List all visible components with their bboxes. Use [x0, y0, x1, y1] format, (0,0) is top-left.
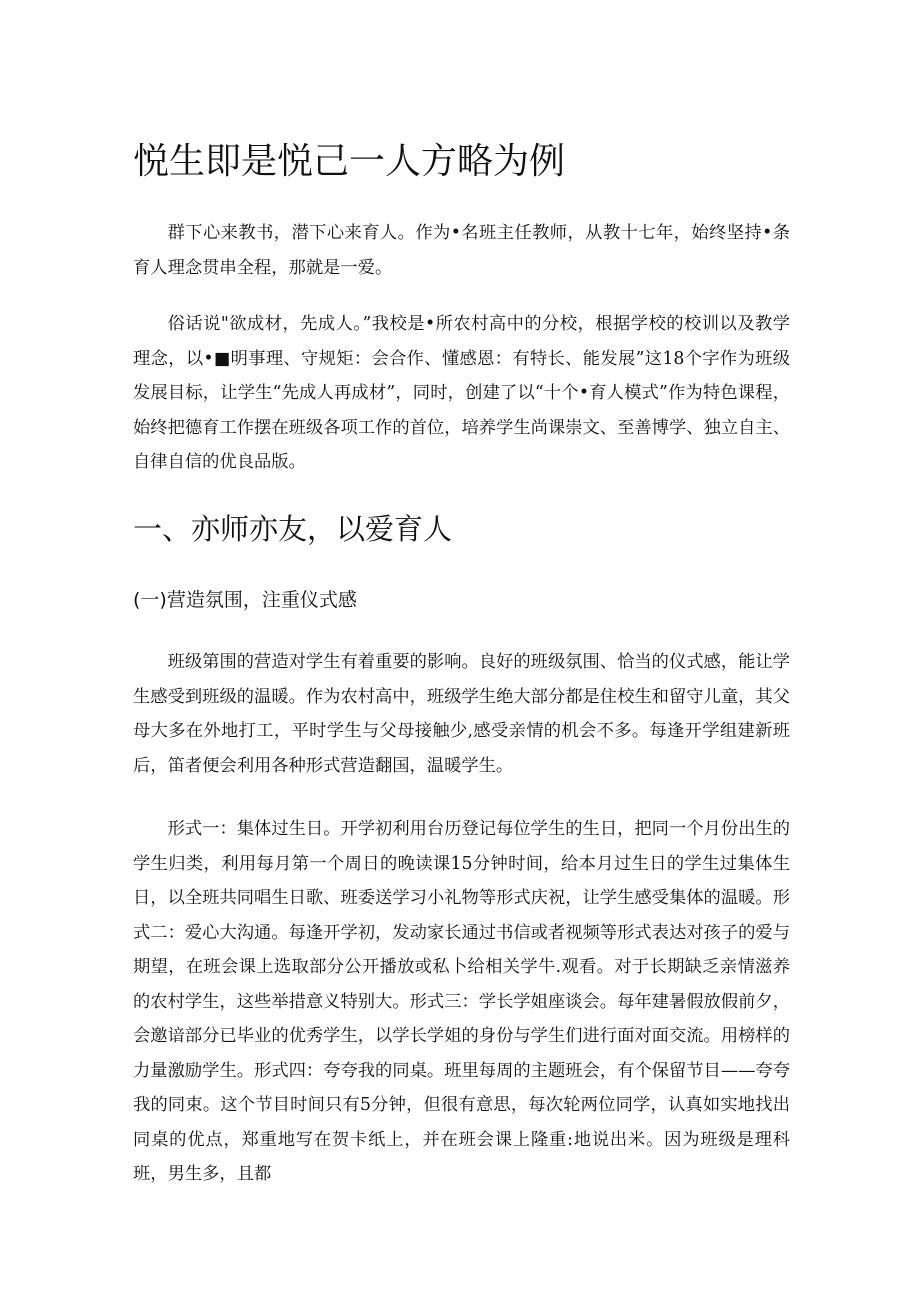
- intro-paragraph-2: 俗话说"欲成材，先成人。”我校是•所农村高中的分校，根据学校的校训以及教学理念，以•■明事理、守规矩：会合作、懂感恩：有特长、能发展”这18个字作为班级发展目标，让学生“先成人再成材”，同时，创建了以“十个•育人模式”作为特色课程，始终把德育工作摆在班级各项工作的首位，培养学生尚课崇文、至善博学、独立自主、自律自信的优良品版。: [133, 314, 790, 472]
- document-title: 悦生即是悦己一人方略为例: [133, 141, 566, 182]
- subsection-heading-1: (一)营造氛围，注重仪式感: [133, 589, 357, 611]
- intro-paragraph-1: 群下心来教书，潜下心来育人。作为•名班主任教师，从教十七年，始终坚持•条育人理念贯串全程，那就是一爱。: [133, 223, 790, 278]
- body-paragraph-1: 班级第围的营造对学生有着重要的影响。良好的班级氛围、恰当的仪式感，能让学生感受到班级的温暖。作为农村高中，班级学生绝大部分都是住校生和留守儿童，其父母大多在外地打工，平时学生与父母接触少,感受亲情的机会不多。每逢开学组建新班后，笛者便会利用各种形式营造翻国，温暖学生。: [133, 652, 790, 776]
- section-heading-1: 一、亦师亦友，以爱育人: [133, 512, 453, 546]
- body-paragraph-2: 形式一：集体过生日。开学初利用台历登记每位学生的生日，把同一个月份出生的学生归类，利用每月第一个周日的晚读课15分钟时间，给本月过生日的学生过集体生日，以全班共同唱生日歌、班委送学习小礼物等形式庆祝，让学生感受集体的温暖。形式二：爱心大沟通。每逢开学初，发动家长通过书信或者视频等形式表达对孩子的爱与期望，在班会课上选取部分公开播放或私卜给相关学牛.观看。对于长期缺乏亲情滋养的农村学生，这些举措意义特别大。形式三：学长学姐座谈会。每年建暑假放假前夕，会邀谙部分已毕业的优秀学生，以学长学姐的身份与学生们进行面对面交流。用榜样的力量激励学生。形式四：夸夸我的同桌。班里每周的主题班会，有个保留节目——夸夸我的同束。这个节目时间只有5分钟，但很有意思，每次轮两位同学，认真如实地找出同桌的优点，郑重地写在贺卡纸上，并在班会课上隆重:地说出米。因为班级是理科班，男生多，且都: [133, 819, 790, 1184]
